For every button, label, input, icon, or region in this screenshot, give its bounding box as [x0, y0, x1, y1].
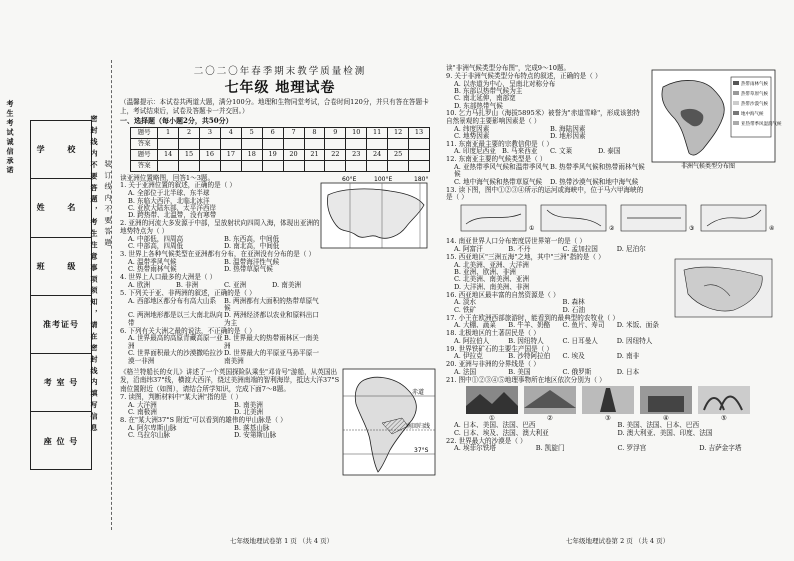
map-label: 南回归线	[406, 422, 431, 430]
map-label: 赤道	[412, 388, 425, 396]
answer-option[interactable]: C. 俄罗斯	[562, 367, 592, 376]
question-stem: 18. 北极地区的土著居民是（ ）	[446, 329, 540, 338]
answer-option[interactable]: D. 安第斯山脉	[234, 431, 277, 440]
option-row	[446, 299, 671, 306]
answer-option[interactable]: A. 北美洲、亚洲、大洋洲	[454, 260, 529, 269]
answer-option[interactable]: A. 西部地区都分布有高大山系	[128, 296, 217, 305]
answer-option[interactable]: C. 孟加拉国	[562, 245, 598, 254]
question-stem: 1. 关于亚洲位置的叙述，正确的是（ ）	[120, 181, 236, 190]
strait-label: ③	[689, 224, 695, 232]
strait-label: ④	[769, 224, 775, 232]
answer-cell[interactable]: 11	[367, 127, 388, 138]
strip-side-text: 考 生 考 试 诚 信 承 诺	[6, 100, 15, 174]
answer-option[interactable]: A. 阿尔卑斯山脉	[128, 423, 177, 432]
answer-option[interactable]: C. 地中海气候和热带草原气候	[454, 177, 543, 186]
option-row	[120, 432, 340, 439]
student-info-grid	[30, 120, 92, 470]
answer-option[interactable]: B. 东西高，中间低	[224, 234, 280, 243]
question-group-3	[446, 73, 646, 202]
answer-cell[interactable]	[220, 160, 241, 171]
question-stem: 9. 关于非洲气候类型分布特点的叙述，正确的是（ ）	[446, 71, 602, 80]
answer-cell[interactable]	[158, 138, 179, 149]
answer-option[interactable]: A. 全部位于北半球、东半球	[128, 189, 210, 198]
intro-text: 读亚洲位置略图，回答1～3题。	[120, 173, 215, 182]
answer-option[interactable]: C. 热带雨林气候	[128, 265, 177, 274]
strait-map-4	[701, 205, 766, 231]
photo-3	[582, 386, 634, 414]
answer-option[interactable]: A. 世界最高的高原青藏高原一亚洲	[128, 334, 223, 350]
answer-option[interactable]: C. 罗浮宫	[617, 444, 647, 453]
tips: （温馨提示：本试卷共两道大题，满分100分。地理和生物同堂考试，合卷时间120分，并只有答在答题卡上，考试结束后，试卷及答题卡一并交回。）	[120, 98, 429, 115]
answer-cell[interactable]: 14	[158, 149, 179, 160]
answer-option[interactable]: A. 温带季风气候	[128, 257, 177, 266]
answer-option[interactable]: C. 埃及	[562, 352, 585, 361]
answer-cell[interactable]: 15	[179, 149, 200, 160]
section-title: 一、选择题（每小题2分，共50分）	[120, 115, 233, 125]
question-stem: 5. 下列关于亚、非两洲的叙述，正确的是（ ）	[120, 288, 256, 297]
answer-cell[interactable]: 9	[325, 127, 346, 138]
answer-cell[interactable]: 18	[241, 149, 262, 160]
answer-cell[interactable]	[388, 160, 409, 171]
answer-option[interactable]: A. 法国	[454, 367, 477, 376]
strait-label: ②	[609, 224, 615, 232]
answer-cell[interactable]: 3	[199, 127, 220, 138]
answer-option[interactable]: C. 世界面积最大的沙漠撒哈拉沙漠一非洲	[128, 349, 223, 365]
answer-cell[interactable]: 1	[158, 127, 179, 138]
answer-option[interactable]: D. 日本	[616, 367, 640, 376]
answer-option[interactable]: D. 尼泊尔	[616, 245, 646, 254]
map-label: 37°S	[414, 446, 429, 454]
field-label: 准考证号	[43, 319, 79, 330]
strait-map-1	[461, 205, 526, 231]
question-stem: 12. 东南亚主要的气候类型是（ ）	[446, 155, 547, 164]
answer-option[interactable]: B. 牛羊、奶酪	[508, 321, 551, 330]
table-header: 答案	[131, 160, 158, 171]
intro-text-2: 《格兰特船长的女儿》讲述了一个英国探险队乘坐"邓肯号"游船，从英国出发，沿南纬37°线，横渡大西洋，绕过美洲南端的智利海岸，抵达大洋37°S南位置附近（如图），请结合所学知识，完成下面7～8题。	[120, 367, 340, 393]
answer-cell[interactable]: 12	[388, 127, 409, 138]
answer-option[interactable]: D. 两洲经济都以农业和原料出口为主	[224, 311, 319, 327]
answer-option[interactable]: A. 日本、美国、法国、巴西	[454, 421, 536, 430]
asia-map	[320, 175, 430, 250]
svg-text:热带沙漠气候: 热带沙漠气候	[741, 102, 768, 107]
answer-option[interactable]: B. 海陆因素	[550, 124, 586, 133]
answer-option[interactable]: C. 铁矿	[454, 305, 477, 314]
page-footer: 七年级地理试卷第 1 页 （共 4 页）	[230, 536, 334, 545]
question-stem: 2. 亚洲的河流大多发源于中部，呈放射状向四周入海，体现出亚洲的地势特点为（ ）	[120, 219, 320, 235]
answer-cell[interactable]: 16	[199, 149, 220, 160]
answer-option[interactable]: B. 美国	[508, 367, 531, 376]
answer-option[interactable]: D. 南美洲	[272, 280, 302, 289]
answer-option[interactable]: A. 埃菲尔铁塔	[454, 444, 496, 453]
answer-option[interactable]: B. 非洲	[176, 280, 199, 289]
answer-option[interactable]: D. 东部热带气候	[454, 101, 503, 110]
answer-cell[interactable]	[199, 160, 220, 171]
option-row	[120, 312, 320, 327]
answer-cell[interactable]: 24	[367, 149, 388, 160]
answer-cell[interactable]: 21	[304, 149, 325, 160]
answer-cell[interactable]: 17	[220, 149, 241, 160]
answer-option[interactable]: B. 森林	[562, 298, 585, 307]
answer-cell[interactable]	[304, 138, 325, 149]
answer-option[interactable]: B. 美国、法国、日本、巴西	[617, 421, 700, 430]
answer-option[interactable]: A. 阿拉伯人	[454, 336, 490, 345]
question-stem: 8. 在"某大洲37°S 附近"可以看到的雄伟的甲山脉是（ ）	[120, 415, 287, 424]
answer-option[interactable]: C. 日耳曼人	[562, 336, 598, 345]
africa-climate-map	[651, 69, 782, 170]
photo-label: ②	[547, 414, 553, 423]
answer-cell[interactable]: 13	[409, 127, 430, 138]
field-exam-id[interactable]	[31, 296, 91, 354]
answer-option[interactable]: A. 大洋洲	[128, 400, 157, 409]
field-label: 座 位 号	[43, 436, 79, 447]
answer-cell[interactable]	[367, 138, 388, 149]
question-stem: 7. 读图，判断材料中"某大洲"指的是（ ）	[120, 392, 243, 401]
answer-option[interactable]: D. 北美洲	[234, 408, 264, 417]
answer-option[interactable]: A. 伊拉克	[454, 352, 483, 361]
answer-option[interactable]: C. 鱼片、寿司	[562, 321, 605, 330]
answer-option[interactable]: B. 世界最大的热带雨林区一南美洲	[224, 334, 319, 350]
question-stem: 20. 亚洲与非洲的分界线是（ ）	[446, 360, 540, 369]
answer-cell[interactable]	[346, 138, 367, 149]
answer-option[interactable]: C. 北美洲、南美洲、亚洲	[454, 275, 529, 284]
strait-label: ①	[529, 224, 535, 232]
answer-option[interactable]: C. 乌拉尔山脉	[128, 431, 170, 440]
answer-option[interactable]: A. 阿富汗	[454, 245, 483, 254]
answer-option[interactable]: D. 吉萨金字塔	[699, 444, 742, 453]
map-label: 180°	[414, 175, 429, 183]
photo-label: ⑤	[721, 414, 727, 423]
question-stem: 6. 下列有关大洲之最的说法，不正确的是（ ）	[120, 326, 256, 335]
answer-option[interactable]: C. 日本、埃及、法国、澳大利亚	[454, 428, 549, 437]
answer-cell[interactable]	[220, 138, 241, 149]
page-footer: 七年级地理试卷第 2 页 （共 4 页）	[566, 536, 670, 545]
question-stem: 14. 南亚世界人口分布密度居世界第一的是（ ）	[446, 237, 586, 246]
option-row	[446, 164, 646, 179]
answer-cell[interactable]	[179, 138, 200, 149]
answer-option[interactable]: A. 纬度因素	[454, 124, 490, 133]
answer-option[interactable]: B. 落基山脉	[234, 423, 270, 432]
answer-option[interactable]: D. 米饭、面条	[616, 321, 659, 330]
question-stem: 13. 读下图，图中①②③④所示的运河或海峡中，位于马六甲海峡的是（ ）	[446, 185, 644, 201]
answer-option[interactable]: B. 亚洲、欧洲、非洲	[454, 268, 516, 277]
photo-4	[640, 386, 692, 414]
question-stem: 21. 图中①②③④⑤地理事物所在地区依次分别为（ ）	[446, 375, 606, 384]
question-group-5	[446, 422, 781, 452]
answer-option[interactable]: B. 不丹	[508, 245, 531, 254]
exam-title: 二〇二〇年春季期末教学质量检测	[193, 66, 367, 77]
answer-cell[interactable]	[158, 160, 179, 171]
answer-option[interactable]: B. 东临大西洋，北临北冰洋	[128, 196, 210, 205]
answer-option[interactable]: D. 南北高，中间低	[224, 241, 280, 250]
answer-option[interactable]: D. 因纽特人	[616, 336, 653, 345]
answer-option[interactable]: D. 地形因素	[550, 131, 586, 140]
answer-cell[interactable]: 5	[241, 127, 262, 138]
answer-cell[interactable]: 8	[304, 127, 325, 138]
page-2	[446, 65, 781, 545]
field-label: 姓 名	[36, 202, 86, 213]
answer-cell[interactable]	[325, 138, 346, 149]
answer-cell[interactable]	[283, 160, 304, 171]
answer-option[interactable]: C. 亚欧大陆东部，太平洋西岸	[128, 204, 217, 213]
answer-cell[interactable]	[325, 160, 346, 171]
field-school[interactable]	[31, 121, 91, 179]
field-label: 考 室 号	[43, 377, 79, 388]
answer-cell[interactable]: 22	[325, 149, 346, 160]
svg-text:亚热带季风湿润气候: 亚热带季风湿润气候	[741, 122, 782, 127]
answer-option[interactable]: A. 大棚、蔬菜	[454, 321, 496, 330]
photo-label: ④	[663, 414, 669, 423]
answer-cell[interactable]	[262, 138, 283, 149]
seal-line-text: 装 订 线 内 不 要 答 题	[104, 160, 112, 247]
answer-option[interactable]: C. 两洲地形都是以三大南北纵向带	[128, 311, 223, 327]
answer-option[interactable]: B. 南美洲	[234, 400, 263, 409]
answer-cell[interactable]: 2	[179, 127, 200, 138]
photo-5	[698, 386, 750, 414]
strait-map-2	[541, 205, 606, 231]
question-stem: 10. 乞力马扎罗山（海拔5895米）被誉为"赤道雪峰"，形成该独特自然景观的主要影响因素是（ ）	[446, 109, 640, 125]
answer-option[interactable]: C. 亚洲	[224, 280, 247, 289]
svg-text:热带草原气候: 热带草原气候	[741, 92, 768, 97]
option-row	[120, 335, 320, 350]
answer-cell[interactable]: 10	[346, 127, 367, 138]
field-seat[interactable]	[31, 412, 91, 470]
answer-option[interactable]: A. 印度尼西亚	[454, 147, 496, 156]
answer-cell[interactable]	[388, 138, 409, 149]
map-caption: 非洲气候类型分布图	[681, 163, 736, 170]
photo-label: ③	[605, 414, 611, 423]
answer-cell[interactable]	[179, 160, 200, 171]
question-stem: 19. 世界铁矿石的主要生产国是（ ）	[446, 344, 553, 353]
page-1	[120, 65, 440, 545]
answer-cell[interactable]	[409, 149, 430, 160]
answer-option[interactable]: B. 马来西亚	[502, 147, 538, 156]
answer-option[interactable]: D. 热带沙漠气候和地中海气候	[550, 177, 639, 186]
field-name[interactable]	[31, 179, 91, 237]
field-label: 班 级	[36, 260, 86, 271]
answer-option[interactable]: D. 石油	[562, 305, 585, 314]
question-stem: 15. 西亚地区"三洲五海"之地，其中"三洲"指的是（ ）	[446, 252, 605, 261]
svg-text:地中海气候: 地中海气候	[741, 112, 764, 117]
answer-option[interactable]: D. 南非	[616, 352, 640, 361]
question-group	[120, 182, 320, 365]
question-group-4	[446, 238, 671, 384]
answer-option[interactable]: B. 两洲都有大面积的热带草原气候	[224, 296, 319, 312]
answer-option[interactable]: C. 南北延伸，南部宽	[454, 94, 516, 103]
question-stem: 11. 东南亚最主要的宗教信仰是（ ）	[446, 139, 553, 148]
answer-option[interactable]: C. 地势因素	[454, 131, 490, 140]
answer-option[interactable]: C. 中部高，四周低	[128, 241, 184, 250]
answer-cell[interactable]: 6	[262, 127, 283, 138]
answer-option[interactable]: C. 文莱	[550, 147, 573, 156]
answer-option[interactable]: B. 温带海洋性气候	[224, 257, 280, 266]
option-row	[446, 445, 781, 452]
map-label: 100°E	[374, 175, 393, 183]
answer-cell[interactable]: 25	[388, 149, 409, 160]
answer-option[interactable]: B. 东部以热带气候为主	[454, 86, 523, 95]
seal-line	[111, 60, 112, 530]
answer-option[interactable]: A. 淡水	[454, 298, 477, 307]
answer-cell[interactable]: 20	[283, 149, 304, 160]
svg-text:热带雨林气候: 热带雨林气候	[741, 82, 768, 87]
south-america-map	[342, 368, 437, 478]
answer-cell[interactable]	[367, 160, 388, 171]
photo-1	[466, 386, 518, 414]
question-stem: 17. 小王在欧洲西部旅游时，能看到的最典型的农牧业（ ）	[446, 313, 619, 322]
answer-cell[interactable]: 7	[283, 127, 304, 138]
answer-option[interactable]: B. 热带季风气候和热带雨林气候	[550, 163, 645, 171]
answer-cell[interactable]	[262, 160, 283, 171]
table-header: 答案	[131, 138, 158, 149]
answer-cell[interactable]	[283, 138, 304, 149]
answer-option[interactable]: A. 以赤道为中心，呈南北对称分布	[454, 79, 556, 88]
question-stem: 16. 西亚地区最丰富的自然资源是（ ）	[446, 290, 560, 299]
answer-cell[interactable]: 19	[262, 149, 283, 160]
answer-option[interactable]: B. 因纽特人	[508, 336, 544, 345]
answer-cell[interactable]	[304, 160, 325, 171]
photo-label: ①	[489, 414, 495, 423]
question-stem: 4. 世界上人口最多的大洲是（ ）	[120, 272, 217, 281]
answer-cell[interactable]	[409, 160, 430, 171]
photo-row	[466, 386, 781, 414]
strait-maps	[461, 204, 781, 234]
answer-cell[interactable]	[199, 138, 220, 149]
answer-option[interactable]: C. 南极洲	[128, 408, 157, 417]
table-header: 题号	[131, 127, 158, 138]
question-stem: 22. 世界最大的沙漠是（ ）	[446, 436, 527, 445]
subject-title: 七年级 地理试卷	[224, 79, 336, 96]
west-asia-map	[674, 258, 774, 320]
answer-cell[interactable]: 23	[346, 149, 367, 160]
field-class[interactable]	[31, 238, 91, 296]
answer-option[interactable]: B. 沙特阿拉伯	[508, 352, 551, 361]
field-room[interactable]	[31, 354, 91, 412]
answer-option[interactable]: B. 凯旋门	[535, 444, 565, 453]
answer-cell[interactable]	[241, 160, 262, 171]
field-label: 学 校	[36, 144, 86, 155]
lead-text: 读"非洲气候类型分布图"，完成9～10题。	[446, 64, 571, 72]
answer-option[interactable]: D. 大洋洲、南美洲、非洲	[454, 282, 530, 291]
answer-cell[interactable]	[409, 138, 430, 149]
answer-option[interactable]: A. 欧洲	[128, 280, 151, 289]
answer-cell[interactable]	[241, 138, 262, 149]
question-group-2	[120, 394, 340, 440]
answer-cell[interactable]	[346, 160, 367, 171]
seal-notice: 密 封 线 内 不 要 答 题 ， 考 生 注 意 事 项 须 知 ， 请 在 密 封 线 内 填 写 信 息	[90, 115, 99, 432]
option-row	[120, 350, 320, 365]
strait-map-3	[621, 205, 686, 231]
answer-option[interactable]: D. 澳大利亚、美国、印度、法国	[617, 428, 713, 437]
answer-option[interactable]: A. 中部低，四周高	[128, 234, 184, 243]
answer-option[interactable]: D. 热带草原气候	[224, 265, 273, 274]
table-header: 题号	[131, 149, 158, 160]
question-stem: 3. 世界上各种气候类型在亚洲都有分布，在亚洲没有分布的是（ ）	[120, 249, 316, 258]
answer-option[interactable]: D. 世界最大的平原亚马孙平原一南美洲	[224, 349, 319, 365]
answer-option[interactable]: D. 跨热带、北温带，没有寒带	[128, 211, 217, 220]
answer-table	[130, 127, 430, 172]
answer-cell[interactable]: 4	[220, 127, 241, 138]
map-label: 60°E	[342, 175, 357, 183]
answer-option[interactable]: D. 泰国	[598, 147, 621, 156]
answer-option[interactable]: A. 亚热带季风气候和温带季风气候	[454, 163, 549, 179]
photo-2	[524, 386, 576, 414]
